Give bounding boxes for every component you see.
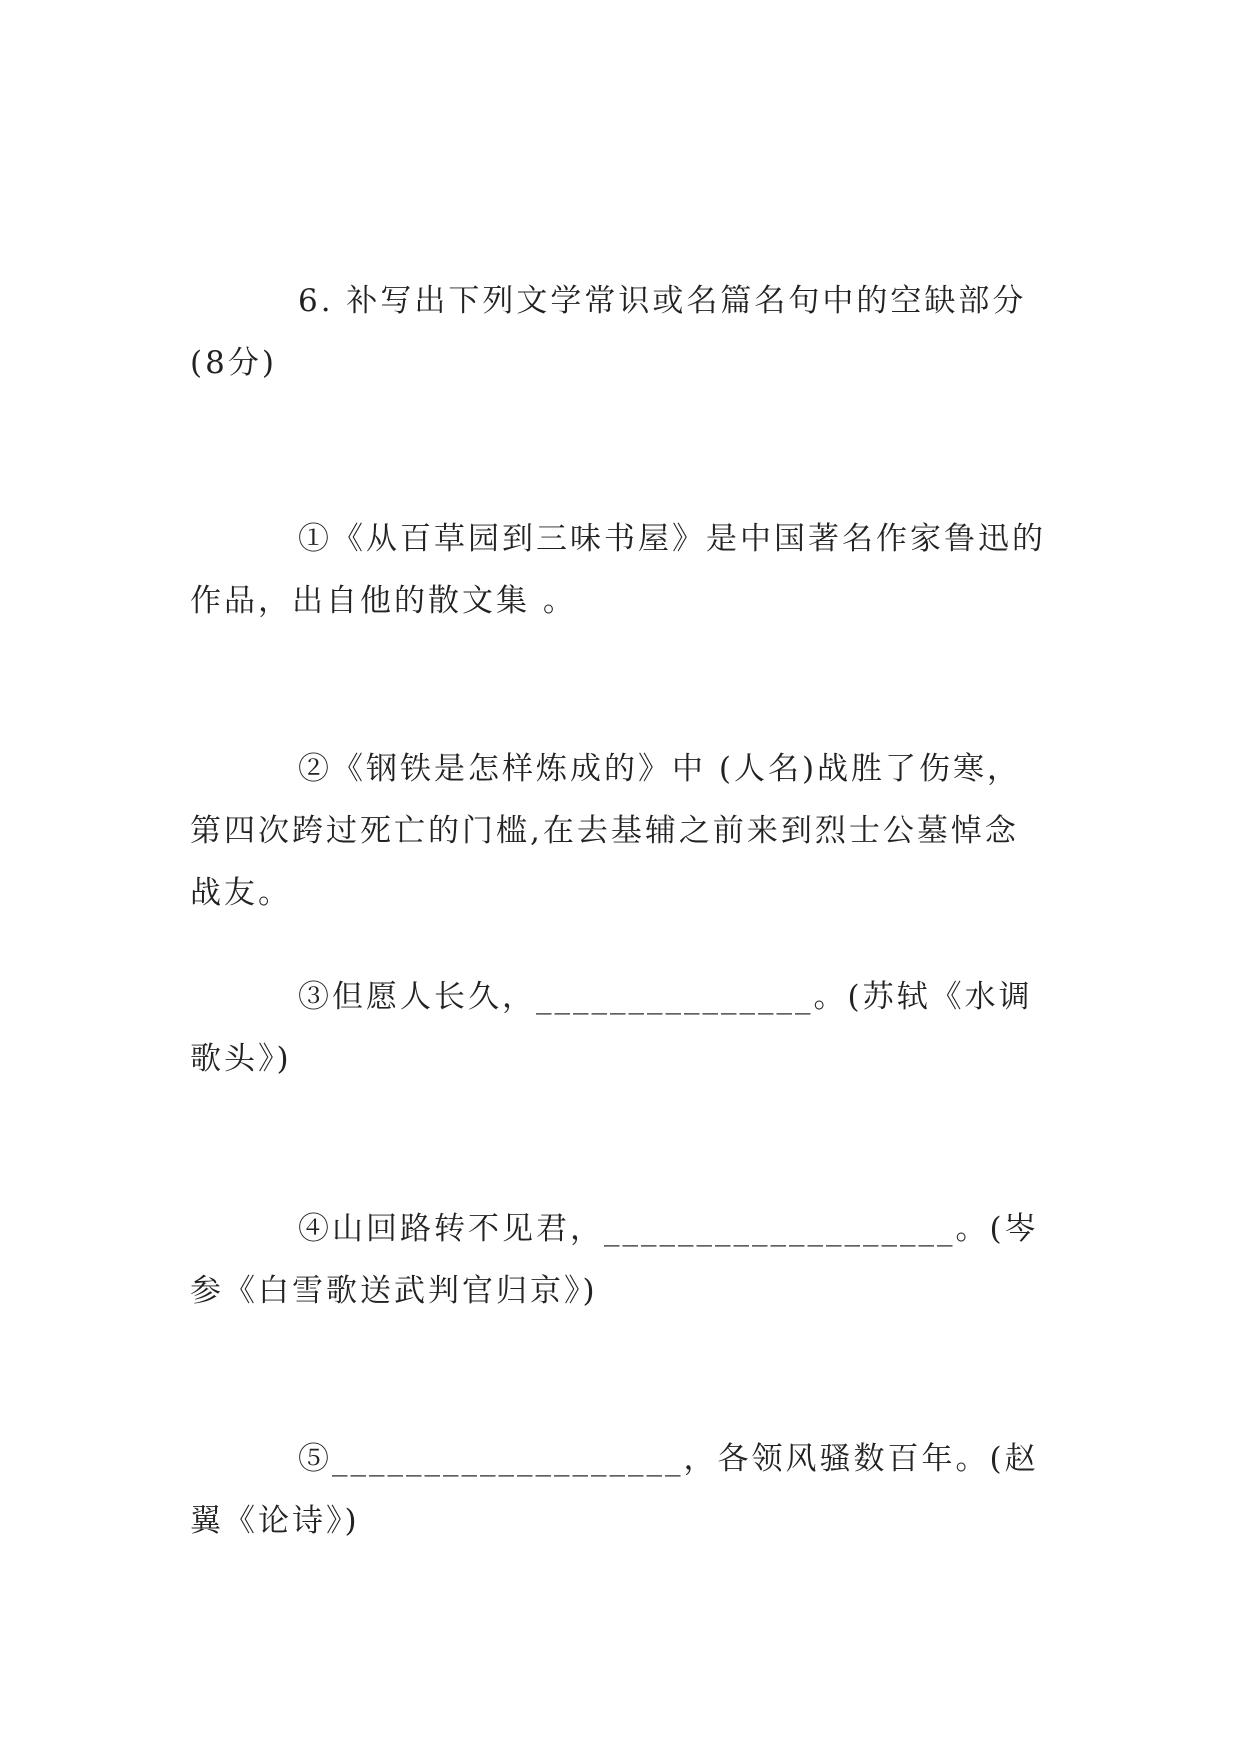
item-3: ③但愿人长久，_______________。(苏轼《水调歌头》) bbox=[190, 979, 1033, 1077]
item-1: ①《从百草园到三味书屋》是中国著名作家鲁迅的作品，出自他的散文集 。 bbox=[190, 521, 1046, 619]
item-2: ②《钢铁是怎样炼成的》中 (人名)战胜了伤寒，第四次跨过死亡的门槛,在去基辅之前来到烈士公墓悼念战友。 bbox=[190, 751, 1022, 911]
item-4: ④山回路转不见君，___________________。(岑参《白雪歌送武判官归京》) bbox=[190, 1211, 1039, 1309]
question-heading: 6. 补写出下列文学常识或名篇名句中的空缺部分(8分) bbox=[190, 283, 1027, 381]
item-5: ⑤___________________，各领风骚数百年。(赵翼《论诗》) bbox=[190, 1441, 1039, 1539]
